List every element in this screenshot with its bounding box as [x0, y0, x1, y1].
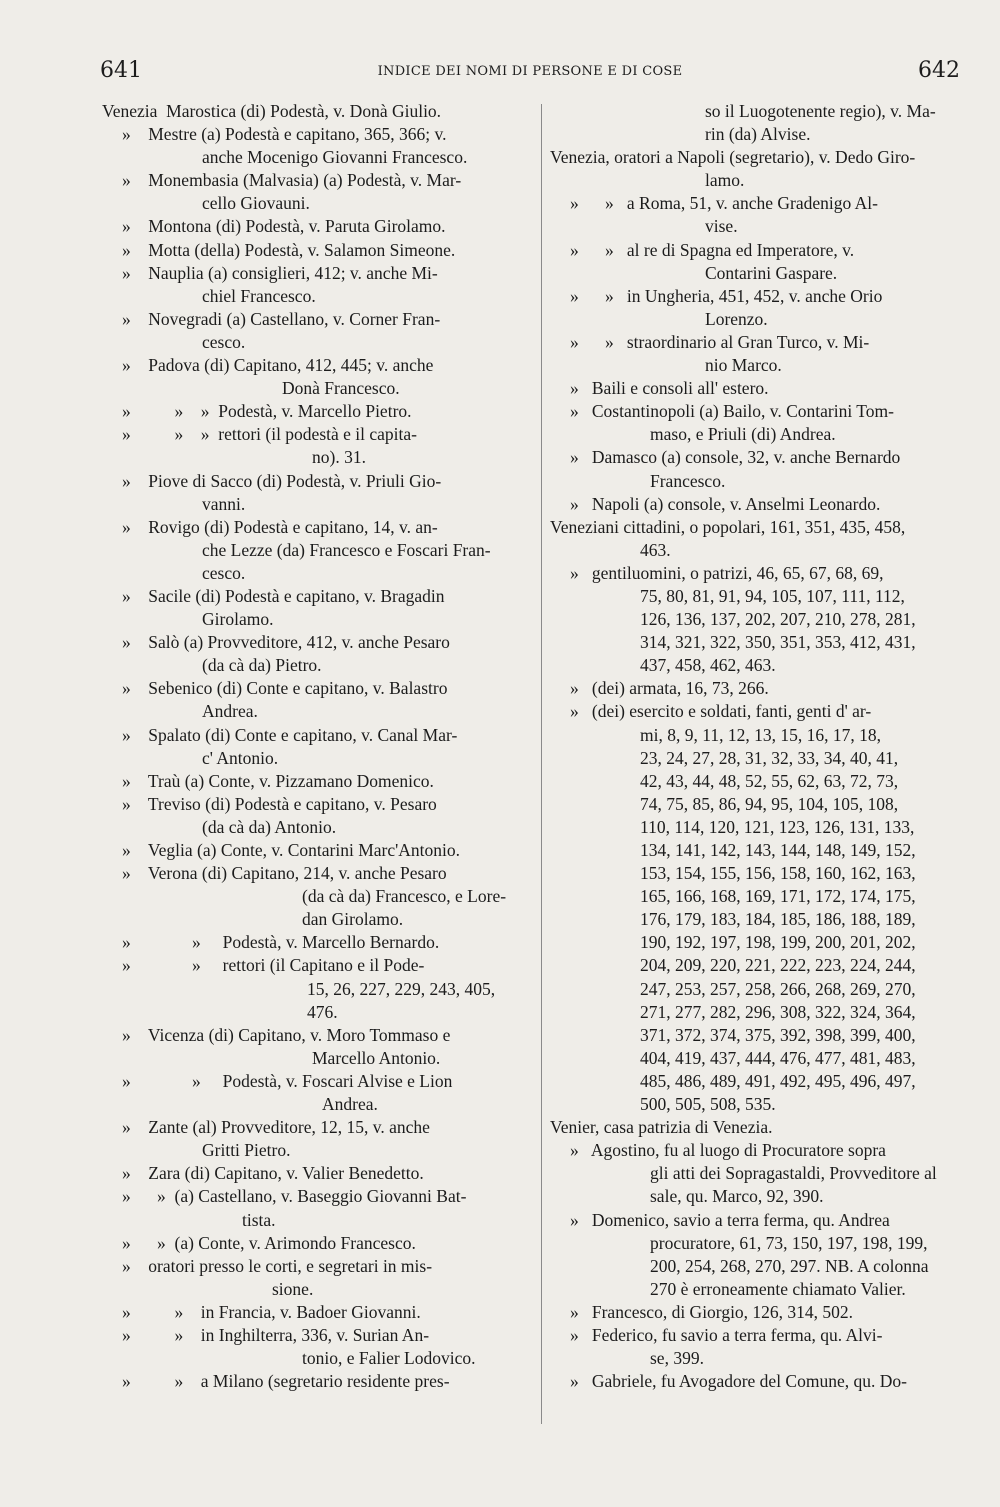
index-line: vanni.	[202, 493, 246, 514]
index-line: 15, 26, 227, 229, 243, 405,	[307, 978, 496, 999]
index-line: » Monembasia (Malvasia) (a) Podestà, v. Mar-	[122, 170, 462, 191]
index-line: » Vicenza (di) Capitano, v. Moro Tommaso e	[122, 1024, 451, 1045]
index-line: » oratori presso le corti, e segretari in mis-	[122, 1255, 433, 1276]
left-page-number: 641	[100, 58, 142, 83]
index-line: » Motta (della) Podestà, v. Salamon Simeone.	[122, 239, 456, 260]
index-line: » » al re di Spagna ed Imperatore, v.	[570, 239, 855, 260]
index-line: 500, 505, 508, 535.	[640, 1094, 776, 1115]
index-line: » » » rettori (il podestà e il capita-	[122, 424, 417, 445]
index-line: » Sebenico (di) Conte e capitano, v. Balastro	[122, 678, 448, 699]
index-line: 371, 372, 374, 375, 392, 398, 399, 400,	[640, 1024, 916, 1045]
index-line: » » in Inghilterra, 336, v. Surian An-	[122, 1324, 430, 1345]
index-line: 110, 114, 120, 121, 123, 126, 131, 133,	[640, 816, 915, 837]
index-line: 404, 419, 437, 444, 476, 477, 481, 483,	[640, 1047, 916, 1068]
index-line: » Zara (di) Capitano, v. Valier Benedetto.	[122, 1163, 424, 1184]
index-line: » » straordinario al Gran Turco, v. Mi-	[570, 331, 870, 352]
index-line: dan Girolamo.	[302, 909, 404, 930]
index-line: » (dei) armata, 16, 73, 266.	[570, 678, 769, 699]
index-line: » » in Ungheria, 451, 452, v. anche Orio	[570, 285, 883, 306]
index-line: » Napoli (a) console, v. Anselmi Leonardo.	[570, 493, 881, 514]
index-line: vise.	[705, 216, 738, 237]
index-line: » Sacile (di) Podestà e capitano, v. Bragadin	[122, 585, 445, 606]
index-line: gli atti dei Sopragastaldi, Provveditore al	[650, 1163, 937, 1184]
index-line: lamo.	[705, 170, 745, 191]
index-line: sione.	[272, 1278, 314, 1299]
index-line: cello Giovauni.	[202, 193, 310, 214]
left-index-column	[102, 100, 534, 1393]
index-line: 134, 141, 142, 143, 144, 148, 149, 152,	[640, 840, 916, 860]
index-line: » » a Roma, 51, v. anche Gradenigo Al-	[570, 193, 878, 214]
index-line: 437, 458, 462, 463.	[640, 655, 776, 676]
index-line: » Zante (al) Provveditore, 12, 15, v. anche	[122, 1117, 430, 1138]
index-line: » » Podestà, v. Foscari Alvise e Lion	[122, 1070, 453, 1091]
index-line: Contarini Gaspare.	[705, 262, 838, 283]
index-line: » » rettori (il Capitano e il Pode-	[122, 955, 425, 976]
index-line: cesco.	[202, 562, 246, 583]
index-line: c' Antonio.	[202, 747, 279, 768]
index-line: cesco.	[202, 331, 246, 352]
index-line: » Domenico, savio a terra ferma, qu. Andrea	[570, 1209, 890, 1230]
index-line: » » » Podestà, v. Marcello Pietro.	[122, 401, 412, 422]
column-divider	[541, 104, 542, 1424]
index-line: » Traù (a) Conte, v. Pizzamano Domenico.	[122, 770, 434, 791]
index-line: 476.	[307, 1001, 338, 1022]
index-line: » Veglia (a) Conte, v. Contarini Marc'Antonio.	[122, 840, 461, 860]
index-line: » Federico, fu savio a terra ferma, qu. Alvi-	[570, 1324, 883, 1345]
index-line: tonio, e Falier Lodovico.	[302, 1348, 476, 1369]
index-line: » » (a) Conte, v. Arimondo Francesco.	[122, 1232, 416, 1253]
index-line: so il Luogotenente regio), v. Ma-	[705, 101, 936, 121]
right-index-column	[550, 100, 968, 1393]
index-line: Venezia Marostica (di) Podestà, v. Donà Giulio.	[102, 101, 442, 121]
index-line: anche Mocenigo Giovanni Francesco.	[202, 147, 468, 168]
index-line: » Damasco (a) console, 32, v. anche Bernardo	[570, 447, 901, 468]
index-line: » Treviso (di) Podestà e capitano, v. Pesaro	[122, 793, 437, 814]
index-line: (da cà da) Antonio.	[202, 816, 337, 837]
index-line: 463.	[640, 539, 671, 560]
index-line: » » in Francia, v. Badoer Giovanni.	[122, 1301, 421, 1322]
index-line: » » a Milano (segretario residente pres-	[122, 1371, 450, 1392]
index-line: 314, 321, 322, 350, 351, 353, 412, 431,	[640, 632, 916, 653]
index-line: 74, 75, 85, 86, 94, 95, 104, 105, 108,	[640, 793, 899, 814]
index-line: (da cà da) Pietro.	[202, 655, 322, 676]
index-line: 153, 154, 155, 156, 158, 160, 162, 163,	[640, 863, 916, 884]
index-line: 270 è erroneamente chiamato Valier.	[650, 1278, 906, 1299]
index-line: » Agostino, fu al luogo di Procuratore sopra	[570, 1140, 886, 1161]
index-line: » gentiluomini, o patrizi, 46, 65, 67, 68, 69,	[570, 562, 884, 583]
index-line: » Salò (a) Provveditore, 412, v. anche Pesaro	[122, 632, 450, 653]
index-line: » Rovigo (di) Podestà e capitano, 14, v. an-	[122, 516, 438, 537]
index-line: 42, 43, 44, 48, 52, 55, 62, 63, 72, 73,	[640, 770, 899, 791]
index-line: » Francesco, di Giorgio, 126, 314, 502.	[570, 1301, 854, 1322]
index-line: » Costantinopoli (a) Bailo, v. Contarini Tom-	[570, 401, 894, 422]
index-line: no). 31.	[312, 447, 366, 468]
index-line: Marcello Antonio.	[312, 1047, 441, 1068]
running-title: INDICE DEI NOMI DI PERSONE E DI COSE	[377, 64, 683, 79]
index-line: rin (da) Alvise.	[705, 124, 811, 145]
index-line: » Novegradi (a) Castellano, v. Corner Fran-	[122, 308, 441, 329]
index-line: Venezia, oratori a Napoli (segretario), v. Dedo Giro-	[550, 147, 916, 168]
index-line: Girolamo.	[202, 609, 274, 630]
index-line: 204, 209, 220, 221, 222, 223, 224, 244,	[640, 955, 916, 976]
index-line: » Verona (di) Capitano, 214, v. anche Pesaro	[122, 863, 447, 884]
index-line: Gritti Pietro.	[202, 1140, 291, 1161]
index-line: Veneziani cittadini, o popolari, 161, 351, 435, 458,	[550, 516, 906, 537]
index-line: » (dei) esercito e soldati, fanti, genti d' ar-	[570, 701, 872, 722]
index-line: procuratore, 61, 73, 150, 197, 198, 199,	[650, 1232, 928, 1253]
index-line: se, 399.	[650, 1348, 704, 1369]
index-line: mi, 8, 9, 11, 12, 13, 15, 16, 17, 18,	[640, 724, 881, 745]
index-line: 75, 80, 81, 91, 94, 105, 107, 111, 112,	[640, 585, 905, 606]
index-line: » Baili e consoli all' estero.	[570, 378, 769, 399]
index-line: » Nauplia (a) consiglieri, 412; v. anche Mi-	[122, 262, 438, 283]
index-line: » Piove di Sacco (di) Podestà, v. Priuli Gio-	[122, 470, 442, 491]
right-page-number: 642	[918, 58, 960, 83]
index-line: 247, 253, 257, 258, 266, 268, 269, 270,	[640, 978, 916, 999]
index-line: tista.	[242, 1209, 276, 1230]
index-line: (da cà da) Francesco, e Lore-	[302, 886, 507, 907]
index-line: chiel Francesco.	[202, 285, 316, 306]
index-line: Lorenzo.	[705, 308, 768, 329]
index-line: » Gabriele, fu Avogadore del Comune, qu. Do-	[570, 1371, 907, 1392]
index-line: » » (a) Castellano, v. Baseggio Giovanni Bat-	[122, 1186, 467, 1207]
index-line: Francesco.	[650, 470, 726, 491]
index-line: Venier, casa patrizia di Venezia.	[550, 1117, 773, 1138]
index-line: Andrea.	[202, 701, 258, 722]
index-line: » Padova (di) Capitano, 412, 445; v. anche	[122, 355, 434, 376]
page-header	[100, 58, 960, 88]
index-line: » » Podestà, v. Marcello Bernardo.	[122, 932, 440, 953]
index-line: 485, 486, 489, 491, 492, 495, 496, 497,	[640, 1070, 916, 1091]
index-line: sale, qu. Marco, 92, 390.	[650, 1186, 824, 1207]
index-line: 176, 179, 183, 184, 185, 186, 188, 189,	[640, 909, 916, 930]
index-line: maso, e Priuli (di) Andrea.	[650, 424, 836, 445]
index-line: 165, 166, 168, 169, 171, 172, 174, 175,	[640, 886, 916, 907]
index-line: » Montona (di) Podestà, v. Paruta Girolamo.	[122, 216, 446, 237]
index-line: 200, 254, 268, 270, 297. NB. A colonna	[650, 1255, 929, 1276]
index-line: » Spalato (di) Conte e capitano, v. Canal Mar-	[122, 724, 458, 745]
index-line: » Mestre (a) Podestà e capitano, 365, 366; v.	[122, 124, 447, 145]
index-line: 23, 24, 27, 28, 31, 32, 33, 34, 40, 41,	[640, 747, 899, 768]
index-line: 271, 277, 282, 296, 308, 322, 324, 364,	[640, 1001, 916, 1022]
index-line: Donà Francesco.	[282, 378, 400, 399]
index-line: nio Marco.	[705, 355, 782, 376]
index-line: che Lezze (da) Francesco e Foscari Fran-	[202, 539, 491, 560]
index-line: 126, 136, 137, 202, 207, 210, 278, 281,	[640, 609, 916, 630]
index-line: 190, 192, 197, 198, 199, 200, 201, 202,	[640, 932, 916, 953]
index-line: Andrea.	[322, 1094, 378, 1115]
